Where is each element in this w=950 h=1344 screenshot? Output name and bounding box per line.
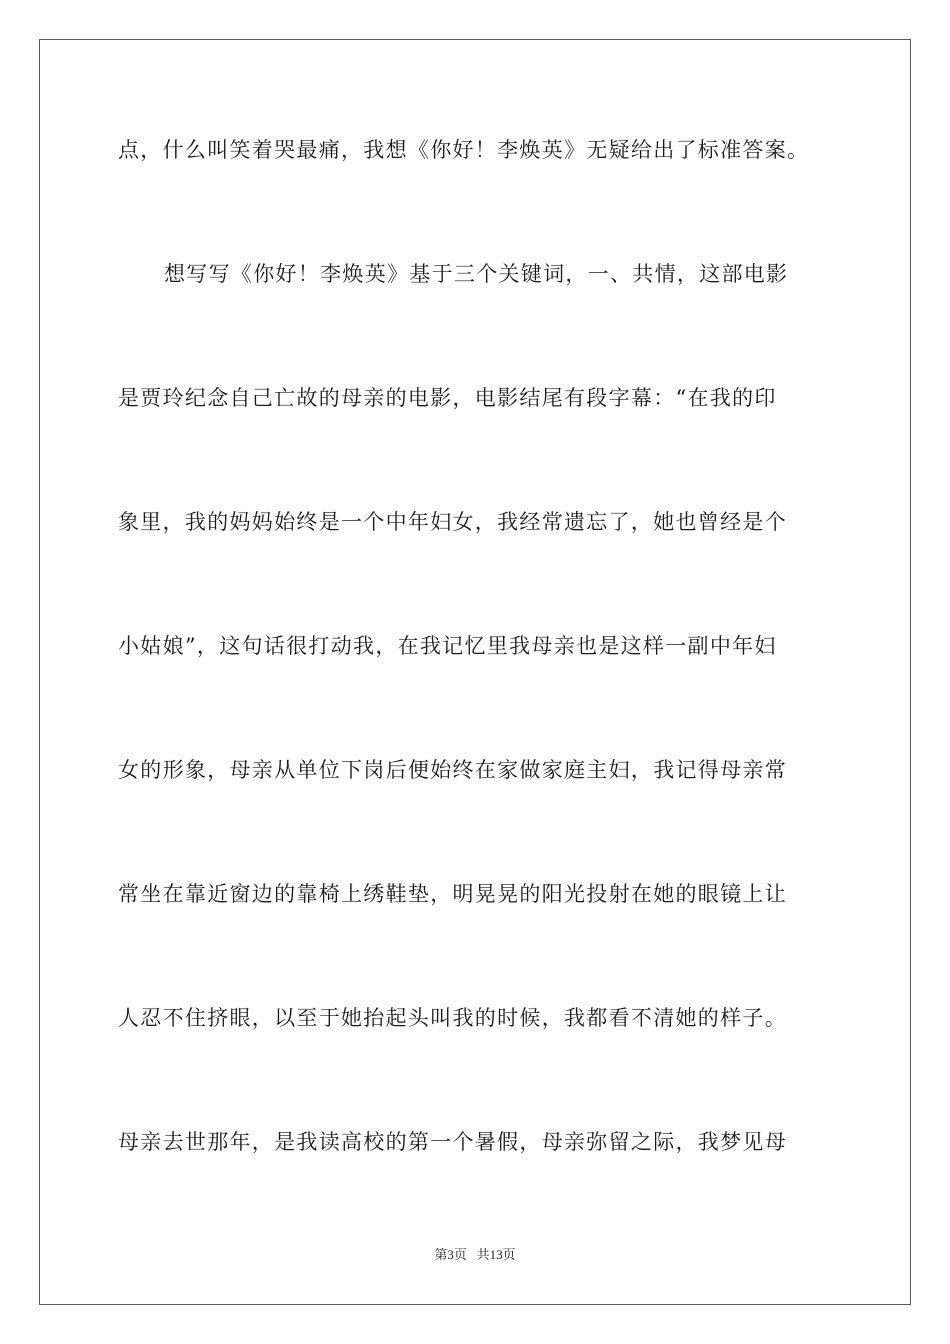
page-footer [0,1248,950,1261]
text-line-2: 想写写《你好！李焕英》基于三个关键词，一、共情，这部电影 [164,262,789,286]
text-line-6: 女的形象，母亲从单位下岗后便始终在家做家庭主妇，我记得母亲常 [118,758,787,782]
text-line-1: 点，什么叫笑着哭最痛，我想《你好！李焕英》无疑给出了标准答案。 [118,138,810,162]
text-line-5: 小姑娘”，这句话很打动我，在我记忆里我母亲也是这样一副中年妇 [118,634,777,658]
text-line-4: 象里，我的妈妈始终是一个中年妇女，我经常遗忘了，她也曾经是个 [118,510,787,534]
text-line-8: 人忍不住挤眼，以至于她抬起头叫我的时候，我都看不清她的样子。 [118,1006,787,1030]
text-line-7: 常坐在靠近窗边的靠椅上绣鞋垫，明晃晃的阳光投射在她的眼镜上让 [118,882,787,906]
page-border [39,39,911,1305]
text-line-3: 是贾玲纪念自己亡故的母亲的电影，电影结尾有段字幕：“在我的印 [118,386,777,410]
page-total: 共13页 [476,1247,516,1262]
text-line-9: 母亲去世那年，是我读高校的第一个暑假，母亲弥留之际，我梦见母 [118,1130,787,1154]
page-number: 第3页 [434,1247,467,1262]
